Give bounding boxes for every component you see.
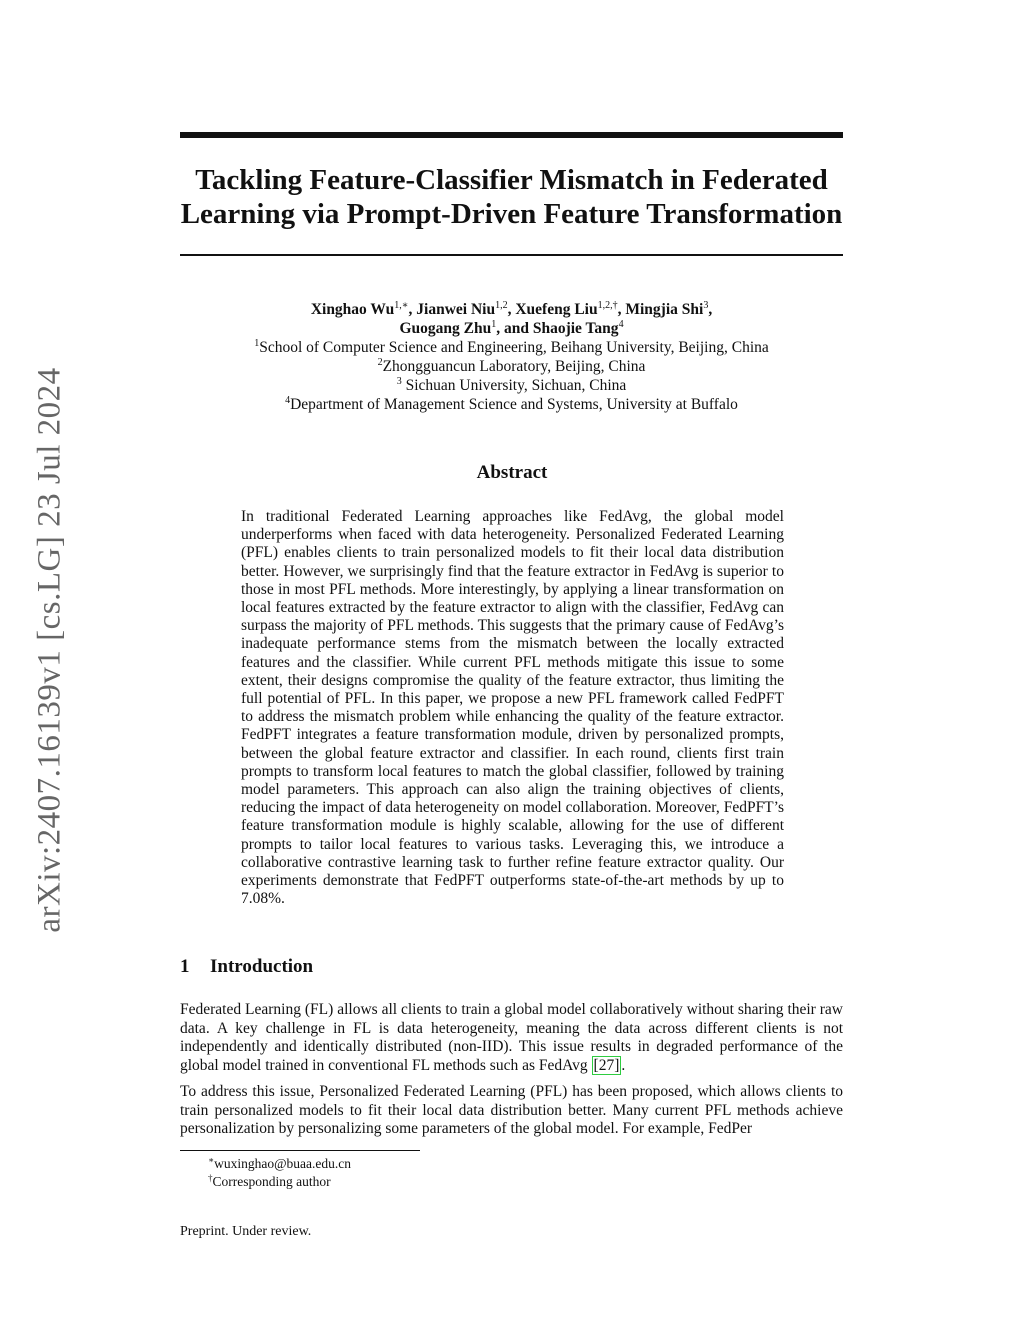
author-sup: 3: [703, 300, 709, 311]
affiliation-text: Department of Management Science and Systems, University at Buffalo: [290, 396, 738, 413]
author-sep: ,: [507, 301, 516, 318]
footnote-mark: ∗: [208, 1155, 215, 1165]
author-sep: ,: [408, 301, 417, 318]
paper-title: Tackling Feature-Classifier Mismatch in Federated Learning via Prompt-Driven Feature Transformation: [180, 164, 843, 230]
footnote-rule: [180, 1150, 420, 1151]
author-name: Shaojie Tang: [532, 320, 619, 337]
author-sup: 1: [491, 319, 497, 330]
footnote-mark: †: [208, 1173, 213, 1183]
footnote-corresponding: [208, 1174, 331, 1190]
paragraph-text: .: [621, 1056, 626, 1074]
abstract-body: In traditional Federated Learning approaches like FedAvg, the global model underperforms when faced with data heterogeneity. Personalized Federated Learning (PFL) enables clients to train personalized models to fit their local data distribution better. However, we surprisingly find that the feature extractor in FedAvg is superior to those in most PFL methods. More interestingly, by applying a linear transformation on local features extracted by the feature extractor to align with the classifier, FedAvg can surpass the majority of PFL methods. This suggests that the primary cause of FedAvg’s inadequate performance stems from the mismatch between the locally extracted features and the classifier. While current PFL methods mitigate this issue to some extent, their designs compromise the quality of the feature extractor, thus limiting the full potential of PFL. In this paper, we propose a new PFL framework called FedPFT to address the mismatch problem while enhancing the quality of the feature extractor. FedPFT integrates a feature transformation module, driven by personalized prompts, between the global feature extractor and classifier. In each round, clients first train prompts to transform local features to match the global classifier, followed by training model parameters. This approach can also align the training objectives of clients, reducing the impact of data heterogeneity on model collaboration. Moreover, FedPFT’s feature transformation module is highly scalable, allowing for the use of different prompts to tailor local features to various tasks. Leveraging this, we introduce a collaborative contrastive learning task to further refine feature extractor quality. Our experiments demonstrate that FedPFT outperforms state-of-the-art methods by up to 7.08%.: [241, 508, 784, 908]
author-block: [180, 300, 843, 414]
footnote-text: wuxinghao@buaa.edu.cn: [214, 1156, 352, 1171]
author-name: Xuefeng Liu: [515, 301, 598, 318]
title-rule-bottom: [180, 254, 843, 256]
intro-paragraph-1: [180, 1001, 843, 1075]
author-sup: 1,2,†: [597, 300, 618, 311]
author-sup: 1,∗: [394, 300, 409, 311]
section-number: 1: [180, 956, 190, 977]
affiliation-sup: 1: [254, 338, 260, 349]
abstract-heading: Abstract: [476, 462, 548, 483]
author-sep: , and: [496, 320, 533, 337]
affiliation-sup: 3: [396, 376, 402, 387]
author-sep: ,: [617, 301, 626, 318]
author-sep: ,: [708, 301, 713, 318]
author-sup: 1,2: [495, 300, 508, 311]
section-title: Introduction: [210, 956, 314, 977]
author-name: Guogang Zhu: [399, 320, 492, 337]
footer-preprint: Preprint. Under review.: [180, 1224, 312, 1239]
arxiv-stamp-text: arXiv:2407.16139v1 [cs.LG] 23 Jul 2024: [31, 367, 68, 933]
affiliation: [180, 376, 843, 395]
affiliation-sup: 4: [285, 395, 291, 406]
citation-link[interactable]: [27]: [593, 1056, 620, 1074]
title-rule-top: [180, 132, 843, 138]
section-heading: [180, 956, 313, 978]
footnote-text: Corresponding author: [212, 1174, 331, 1189]
author-name: Mingjia Shi: [625, 301, 704, 318]
affiliation: [180, 338, 843, 357]
footnote-email: [208, 1156, 351, 1172]
affiliation: [180, 357, 843, 376]
paragraph-text: Federated Learning (FL) allows all clients to train a global model collaboratively without sharing their raw data. A key challenge in FL is data heterogeneity, meaning the data across different clients is not independently and identically distributed (non-IID). This issue results in degraded performance of the global model trained in conventional FL methods such as FedAvg: [180, 1001, 843, 1074]
affiliation: [180, 395, 843, 414]
author-name: Jianwei Niu: [416, 301, 496, 318]
author-name: Xinghao Wu: [310, 301, 395, 318]
affiliation-text: Sichuan University, Sichuan, China: [401, 377, 627, 394]
affiliation-text: School of Computer Science and Engineering, Beihang University, Beijing, China: [259, 339, 769, 356]
author-list: [180, 300, 843, 338]
affiliation-sup: 2: [377, 357, 383, 368]
author-sup: 4: [618, 319, 624, 330]
affiliation-text: Zhongguancun Laboratory, Beijing, China: [382, 358, 646, 375]
intro-paragraph-2: To address this issue, Personalized Federated Learning (PFL) has been proposed, which allows clients to train personalized models to fit their local data distribution better. Many current PFL methods achieve personalization by personalizing some parameters of the global model. For example, FedPer: [180, 1083, 843, 1137]
